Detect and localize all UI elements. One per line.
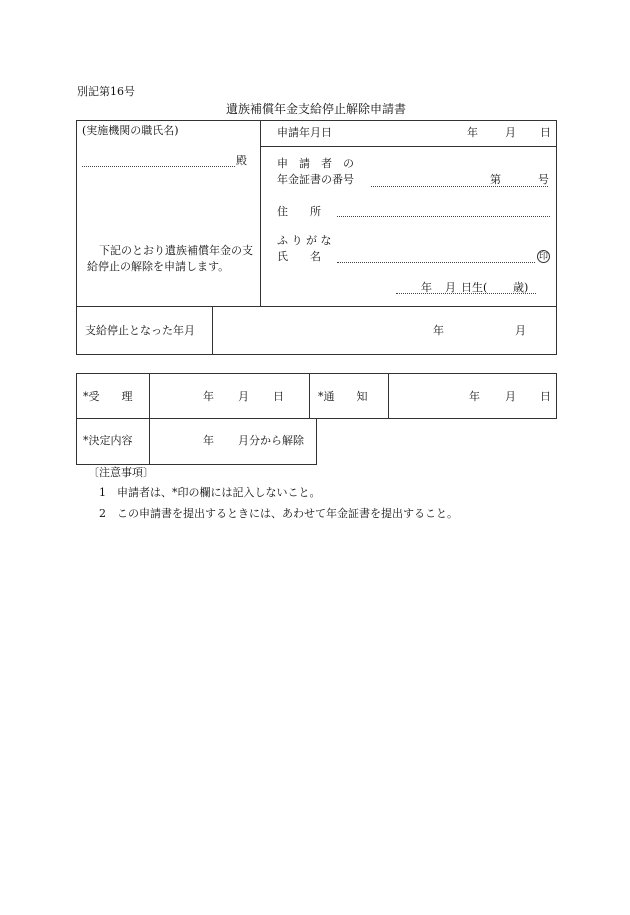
seal-mark: 印 xyxy=(538,252,548,262)
agency-name-field[interactable] xyxy=(82,166,235,167)
notice-year: 年 xyxy=(469,390,480,403)
notice-day: 日 xyxy=(540,390,551,403)
agency-label: (実施機関の職氏名) xyxy=(82,124,179,137)
notes-heading: 〔注意事項〕 xyxy=(88,466,154,479)
birth-year: 年 xyxy=(421,281,432,294)
application-date-label: 申請年月日 xyxy=(277,126,332,139)
office-column-divider-3 xyxy=(388,373,389,419)
notice-month: 月 xyxy=(505,390,516,403)
suspension-year: 年 xyxy=(433,324,444,337)
certificate-go: 号 xyxy=(538,173,549,186)
decision-value: 月分から解除 xyxy=(238,434,304,447)
name-label: 氏 名 xyxy=(277,250,321,263)
furigana-label: ふ り が な xyxy=(277,234,332,247)
receipt-year: 年 xyxy=(203,390,214,403)
certificate-number-label: 年金証書の番号 xyxy=(277,173,354,186)
suspension-row-divider xyxy=(76,306,557,307)
address-label: 住 所 xyxy=(277,205,321,218)
column-divider xyxy=(260,120,261,306)
decision-year: 年 xyxy=(203,434,214,447)
application-date-month: 月 xyxy=(505,126,516,139)
application-statement: 下記のとおり遺族補償年金の支給停止の解除を申請します。 xyxy=(87,244,253,273)
suspension-label: 支給停止となった年月 xyxy=(85,324,195,337)
birth-day-label: 日生( xyxy=(461,281,488,294)
office-column-divider-2 xyxy=(309,373,310,419)
suspension-month: 月 xyxy=(515,324,526,337)
certificate-dai: 第 xyxy=(490,173,501,186)
application-date-year: 年 xyxy=(467,126,478,139)
decision-label: *決定内容 xyxy=(83,434,133,447)
age-label: 歳) xyxy=(513,281,529,294)
birth-month: 月 xyxy=(445,281,456,294)
form-number: 別記第16号 xyxy=(77,85,135,98)
name-field[interactable] xyxy=(337,262,535,263)
application-date-day: 日 xyxy=(540,126,551,139)
form-title: 遺族補償年金支給停止解除申請書 xyxy=(226,102,407,116)
applicant-label: 申 請 者 の xyxy=(277,157,354,170)
receipt-day: 日 xyxy=(273,390,284,403)
notice-label: *通 知 xyxy=(318,390,368,403)
date-row-divider xyxy=(260,146,557,147)
address-field[interactable] xyxy=(337,216,550,217)
receipt-month: 月 xyxy=(238,390,249,403)
suspension-column-divider xyxy=(212,306,213,355)
certificate-number-field[interactable] xyxy=(371,186,548,187)
notes-item: 2 この申請書を提出するときには、あわせて年金証書を提出すること。 xyxy=(99,507,458,520)
receipt-label: *受 理 xyxy=(83,390,133,403)
addressee-suffix: 殿 xyxy=(236,154,247,167)
notes-item: 1 申請者は、*印の欄には記入しないこと。 xyxy=(99,486,321,499)
